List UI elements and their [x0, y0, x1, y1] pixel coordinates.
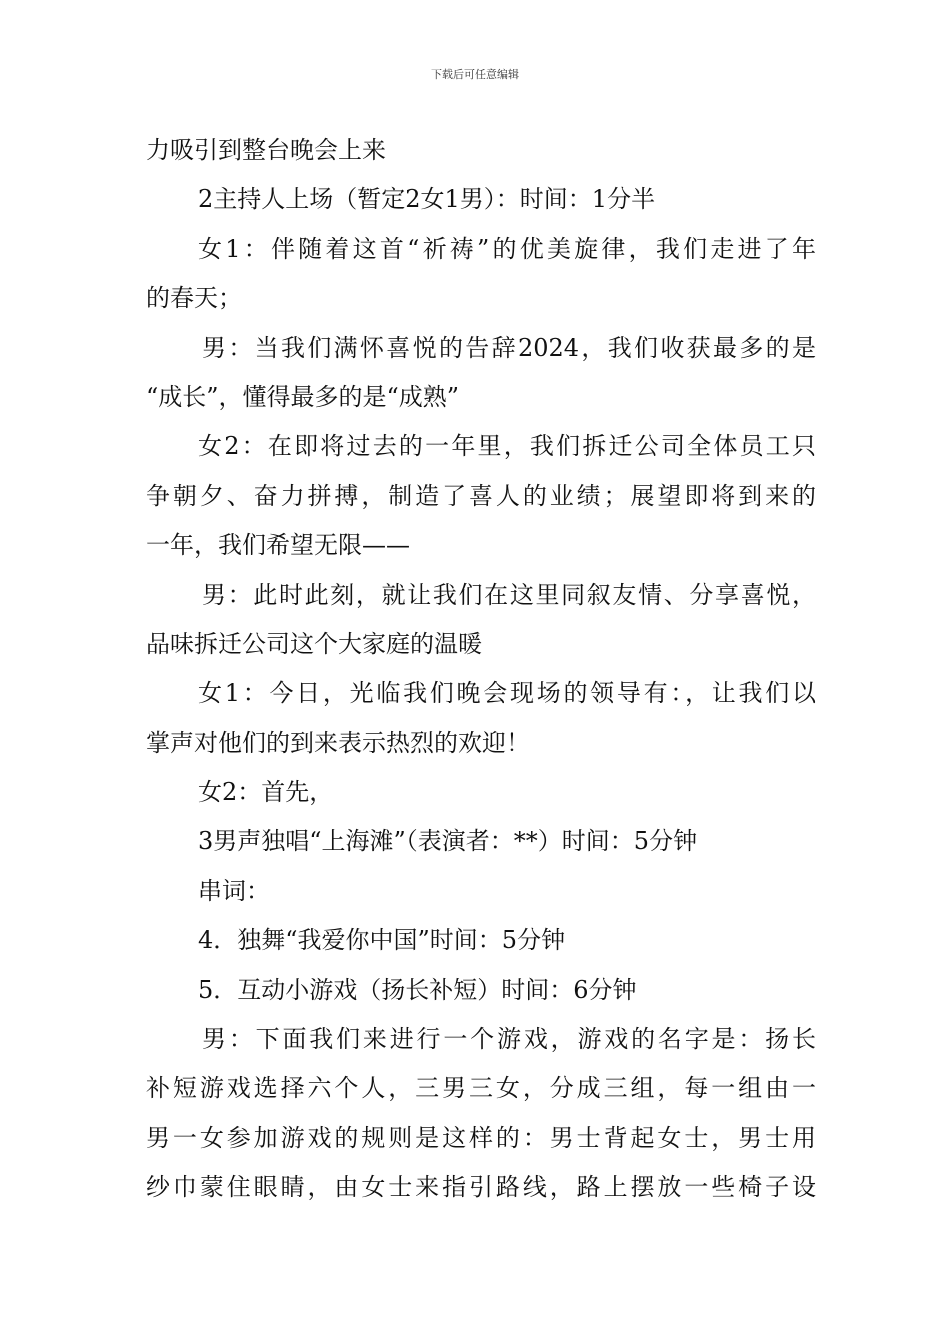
- page-header: 下载后可任意编辑: [431, 68, 519, 81]
- paragraph-line: 男：下面我们来进行一个游戏，游戏的名字是：扬长: [202, 1025, 816, 1054]
- paragraph-line: 女2：在即将过去的一年里，我们拆迁公司全体员工只: [198, 432, 816, 461]
- paragraph-line: 力吸引到整台晚会上来: [146, 136, 386, 164]
- paragraph-line: 4．独舞“我爱你中国”时间：5分钟: [198, 926, 566, 955]
- paragraph-line: 纱巾蒙住眼睛，由女士来指引路线，路上摆放一些椅子设: [146, 1173, 816, 1202]
- paragraph-line: 一年，我们希望无限——: [146, 531, 410, 560]
- paragraph-line: 补短游戏选择六个人，三男三女，分成三组，每一组由一: [146, 1074, 816, 1103]
- paragraph-line: 3男声独唱“上海滩”（表演者：**）时间：5分钟: [198, 827, 698, 856]
- paragraph-line: 男：此时此刻，就让我们在这里同叙友情、分享喜悦，: [202, 580, 816, 609]
- paragraph-line: 掌声对他们的到来表示热烈的欢迎！: [146, 728, 530, 757]
- paragraph-line: 2主持人上场（暂定2女1男）：时间：1分半: [198, 185, 656, 214]
- paragraph-line: 争朝夕、奋力拼搏，制造了喜人的业绩；展望即将到来的: [146, 481, 816, 510]
- paragraph-line: 女2：首先，: [198, 778, 334, 807]
- paragraph-line: “成长”，懂得最多的是“成熟”: [146, 382, 460, 411]
- paragraph-line: 男：当我们满怀喜悦的告辞2024，我们收获最多的是: [202, 333, 816, 362]
- paragraph-line: 串词：: [198, 876, 270, 905]
- document-body: [146, 126, 816, 1213]
- paragraph-line: 女1：伴随着这首“祈祷”的优美旋律，我们走进了年: [198, 234, 816, 263]
- paragraph-line: 男一女参加游戏的规则是这样的：男士背起女士，男士用: [146, 1123, 816, 1152]
- paragraph-line: 5．互动小游戏（扬长补短）时间：6分钟: [198, 975, 637, 1004]
- paragraph-line: 品味拆迁公司这个大家庭的温暖: [146, 629, 482, 658]
- paragraph-line: 女1：今日，光临我们晚会现场的领导有：，让我们以: [198, 679, 816, 708]
- paragraph-line: 的春天；: [146, 284, 242, 313]
